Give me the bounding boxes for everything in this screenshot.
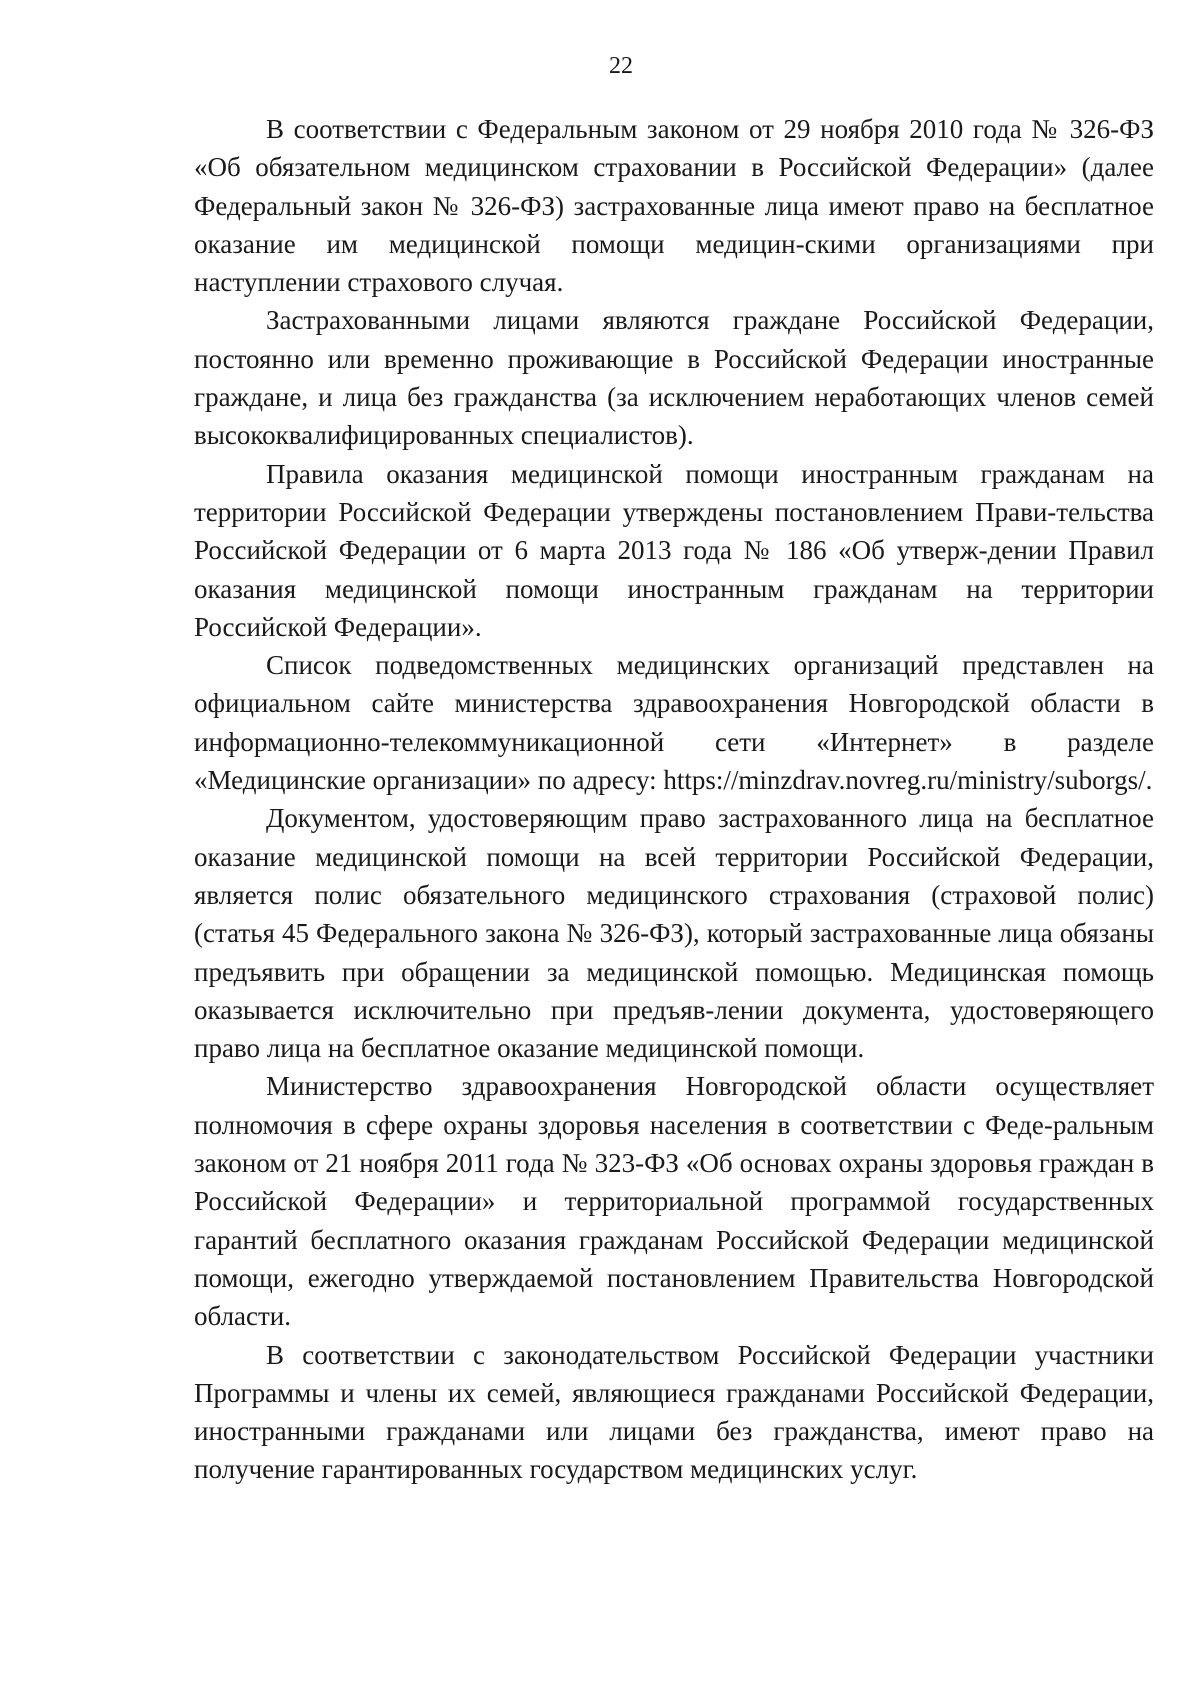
page-number: 22 — [609, 53, 633, 79]
paragraph-insured-persons: Застрахованными лицами являются граждане Российской Федерации, постоянно или временно проживающие в Российской Федерации иностранные граждане, и лица без гражданства (за исключением неработающих членов семей высококвалифицированных специалистов). — [194, 305, 1154, 451]
paragraph-foreign-citizens-rules: Правила оказания медицинской помощи иностранным гражданам на территории Российской Федерации утверждены постановлением Прави-тельства Российской Федерации от 6 марта 2013 года № 186 «Об утверж-дении Правил оказания медицинской помощи иностранным гражданам на территории Российской Федерации». — [194, 458, 1154, 642]
paragraph-oms-rights: В соответствии с Федеральным законом от 29 ноября 2010 года № 326-ФЗ «Об обязательном медицинском страховании в Российской Федерации» (далее Федеральный закон № 326-ФЗ) застрахованные лица имеют право на бесплатное оказание им медицинской помощи медицин-скими организациями при наступлении страхового случая. — [194, 114, 1154, 298]
paragraph-organizations-list: Список подведомственных медицинских организаций представлен на официальном сайте министерства здравоохранения Новгородской области в информационно-телекоммуникационной сети «Интернет» в разделе «Медицинские организации» по адресу: https://minzdrav.novreg.ru/ministry/suborgs/. — [194, 650, 1154, 796]
paragraph-program-participants: В соответствии с законодательством Российской Федерации участники Программы и члены их семей, являющиеся гражданами Российской Федерации, иностранными гражданами или лицами без гражданства, имеют право на получение гарантированных государством медицинских услуг. — [194, 1339, 1154, 1485]
paragraph-insurance-policy: Документом, удостоверяющим право застрахованного лица на бесплатное оказание медицинской помощи на всей территории Российской Федерации, является полис обязательного медицинского страхования (страховой полис) (статья 45 Федерального закона № 326-ФЗ), который застрахованные лица обязаны предъявить при обращении за медицинской помощью. Медицинская помощь оказывается исключительно при предъяв-лении документа, удостоверяющего право лица на бесплатное оказание медицинской помощи. — [194, 803, 1154, 1064]
document-body — [194, 110, 1154, 1489]
paragraph-ministry-powers: Министерство здравоохранения Новгородской области осуществляет полномочия в сфере охраны здоровья населения в соответствии с Феде-ральным законом от 21 ноября 2011 года № 323-ФЗ «Об основах охраны здоровья граждан в Российской Федерации» и территориальной программой государственных гарантий бесплатного оказания гражданам Российской Федерации медицинской помощи, ежегодно утверждаемой постановлением Правительства Новгородской области. — [194, 1071, 1154, 1332]
